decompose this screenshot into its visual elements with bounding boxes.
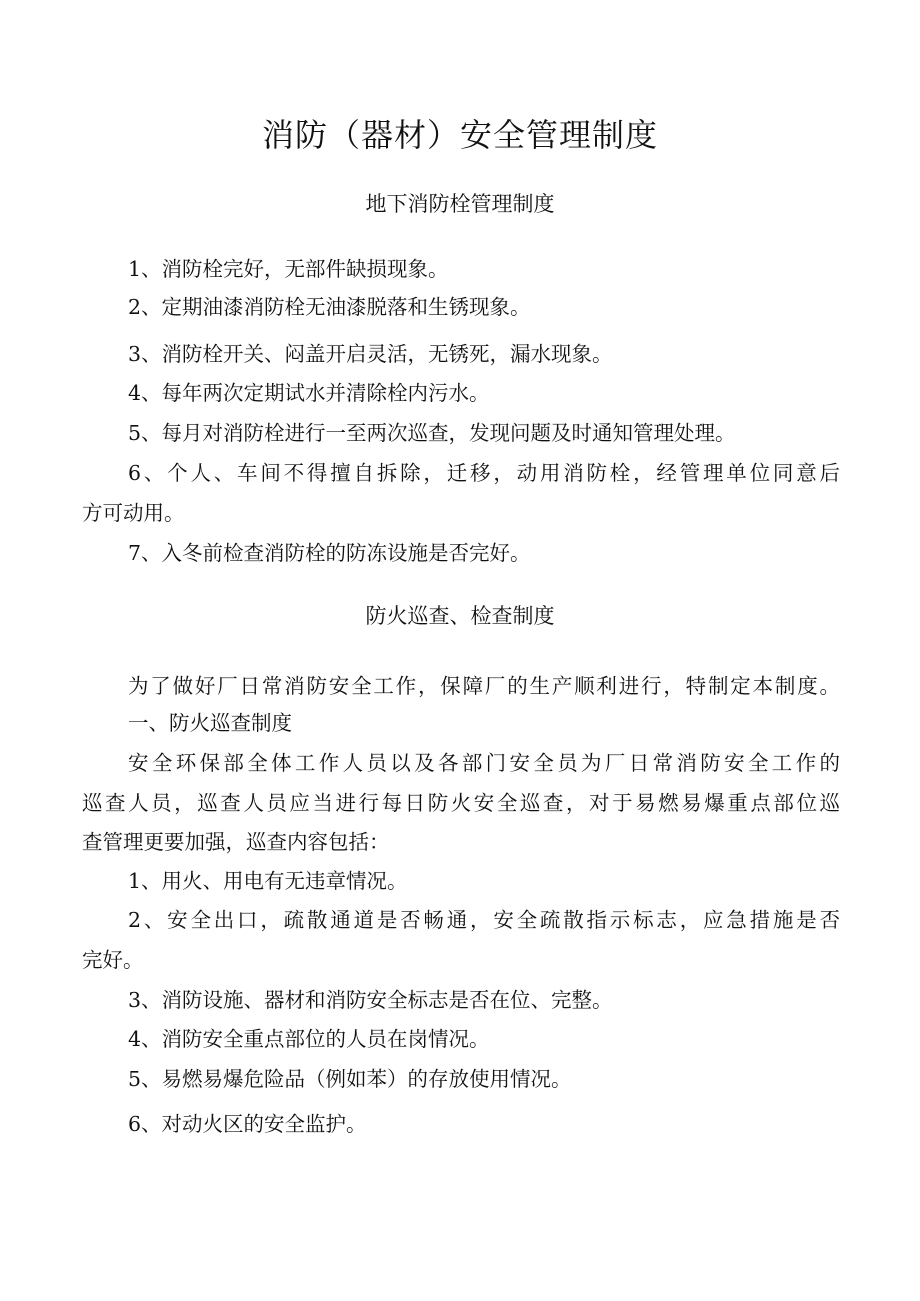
section1-item-5: 5、每月对消防栓进行一至两次巡查，发现问题及时通知管理处理。 xyxy=(128,421,736,445)
section1-item-3: 3、消防栓开关、闷盖开启灵活，无锈死，漏水现象。 xyxy=(128,342,613,366)
section1-item-6-cont: 方可动用。 xyxy=(82,501,185,525)
section2-item-1: 1、用火、用电有无违章情况。 xyxy=(128,869,408,893)
section1-item-2: 2、定期油漆消防栓无油漆脱落和生锈现象。 xyxy=(128,295,531,319)
section1-item-6: 6、个人、车间不得擅自拆除，迁移，动用消防栓，经管理单位同意后 xyxy=(128,461,840,485)
section2-item-2: 2、安全出口，疏散通道是否畅通，安全疏散指示标志，应急措施是否 xyxy=(128,908,840,932)
section2-item-4: 4、消防安全重点部位的人员在岗情况。 xyxy=(128,1027,490,1051)
section1-item-7: 7、入冬前检查消防栓的防冻设施是否完好。 xyxy=(128,541,531,565)
document-title: 消防（器材）安全管理制度 xyxy=(261,116,658,154)
section2-para-line-1: 安全环保部全体工作人员以及各部门安全员为厂日常消防安全工作的 xyxy=(128,751,840,775)
section1-item-4: 4、每年两次定期试水并清除栓内污水。 xyxy=(128,381,490,405)
section2-item-5: 5、易燃易爆危险品（例如苯）的存放使用情况。 xyxy=(128,1067,572,1091)
section2-subheading: 一、防火巡查制度 xyxy=(128,711,292,735)
section2-para-line-2: 巡查人员，巡查人员应当进行每日防火安全巡查，对于易燃易爆重点部位巡 xyxy=(82,791,840,815)
section2-item-6: 6、对动火区的安全监护。 xyxy=(128,1112,367,1136)
section2-intro: 为了做好厂日常消防安全工作，保障厂的生产顺利进行，特制定本制度。 xyxy=(128,674,840,698)
section2-item-3: 3、消防设施、器材和消防安全标志是否在位、完整。 xyxy=(128,988,613,1012)
section1-item-1: 1、消防栓完好，无部件缺损现象。 xyxy=(128,257,449,281)
section2-para-line-3: 查管理更要加强，巡查内容包括： xyxy=(82,830,390,854)
section2-item-2-cont: 完好。 xyxy=(82,948,144,972)
section2-heading: 防火巡查、检查制度 xyxy=(365,604,555,628)
section1-heading: 地下消防栓管理制度 xyxy=(365,192,555,216)
